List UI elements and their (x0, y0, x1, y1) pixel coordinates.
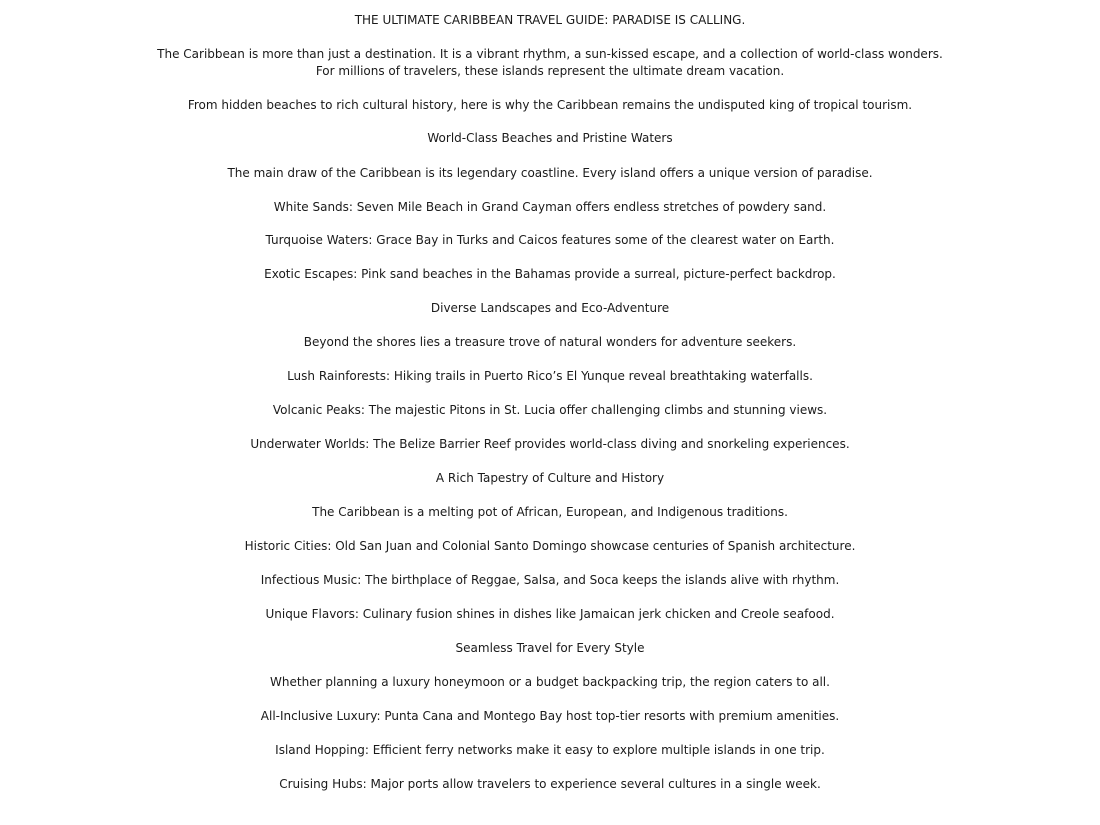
section-heading: Diverse Landscapes and Eco-Adventure (430, 301, 670, 315)
list-item: Turquoise Waters: Grace Bay in Turks and Caicos features some of the clearest water on Earth. (265, 233, 835, 247)
list-item: Lush Rainforests: Hiking trails in Puerto Rico’s El Yunque reveal breathtaking waterfalls. (287, 369, 813, 383)
section-lead: Whether planning a luxury honeymoon or a budget backpacking trip, the region caters to all. (270, 675, 830, 689)
list-item: Unique Flavors: Culinary fusion shines in dishes like Jamaican jerk chicken and Creole seafood. (265, 607, 835, 621)
section-heading: Seamless Travel for Every Style (455, 641, 645, 655)
list-item: Island Hopping: Efficient ferry networks make it easy to explore multiple islands in one trip. (275, 743, 825, 757)
section-heading: World-Class Beaches and Pristine Waters (427, 131, 673, 145)
list-item: Exotic Escapes: Pink sand beaches in the Bahamas provide a surreal, picture-perfect backdrop. (264, 267, 836, 281)
document-title: THE ULTIMATE CARIBBEAN TRAVEL GUIDE: PARADISE IS CALLING. (354, 13, 746, 27)
intro-paragraph-2: From hidden beaches to rich cultural history, here is why the Caribbean remains the undisputed king of tropical tourism. (187, 98, 913, 112)
section-heading: A Rich Tapestry of Culture and History (435, 471, 665, 485)
list-item: Volcanic Peaks: The majestic Pitons in St. Lucia offer challenging climbs and stunning views. (272, 403, 828, 417)
section-lead: Beyond the shores lies a treasure trove of natural wonders for adventure seekers. (303, 335, 797, 349)
list-item: Cruising Hubs: Major ports allow travelers to experience several cultures in a single week. (279, 777, 821, 791)
list-item: White Sands: Seven Mile Beach in Grand Cayman offers endless stretches of powdery sand. (273, 200, 827, 214)
section-lead: The Caribbean is a melting pot of African, European, and Indigenous traditions. (312, 505, 788, 519)
list-item: Historic Cities: Old San Juan and Colonial Santo Domingo showcase centuries of Spanish architecture. (244, 539, 856, 553)
list-item: Infectious Music: The birthplace of Reggae, Salsa, and Soca keeps the islands alive with rhythm. (260, 573, 840, 587)
section-lead: The main draw of the Caribbean is its legendary coastline. Every island offers a unique version of paradise. (227, 166, 873, 180)
list-item: All-Inclusive Luxury: Punta Cana and Montego Bay host top-tier resorts with premium amenities. (260, 709, 840, 723)
list-item: Underwater Worlds: The Belize Barrier Reef provides world-class diving and snorkeling experiences. (250, 437, 850, 451)
intro-paragraph: The Caribbean is more than just a destination. It is a vibrant rhythm, a sun-kissed escape, and a collection of world-class wonders. For millions of travelers, these islands represent the ultimate dream vacation. (157, 47, 943, 78)
